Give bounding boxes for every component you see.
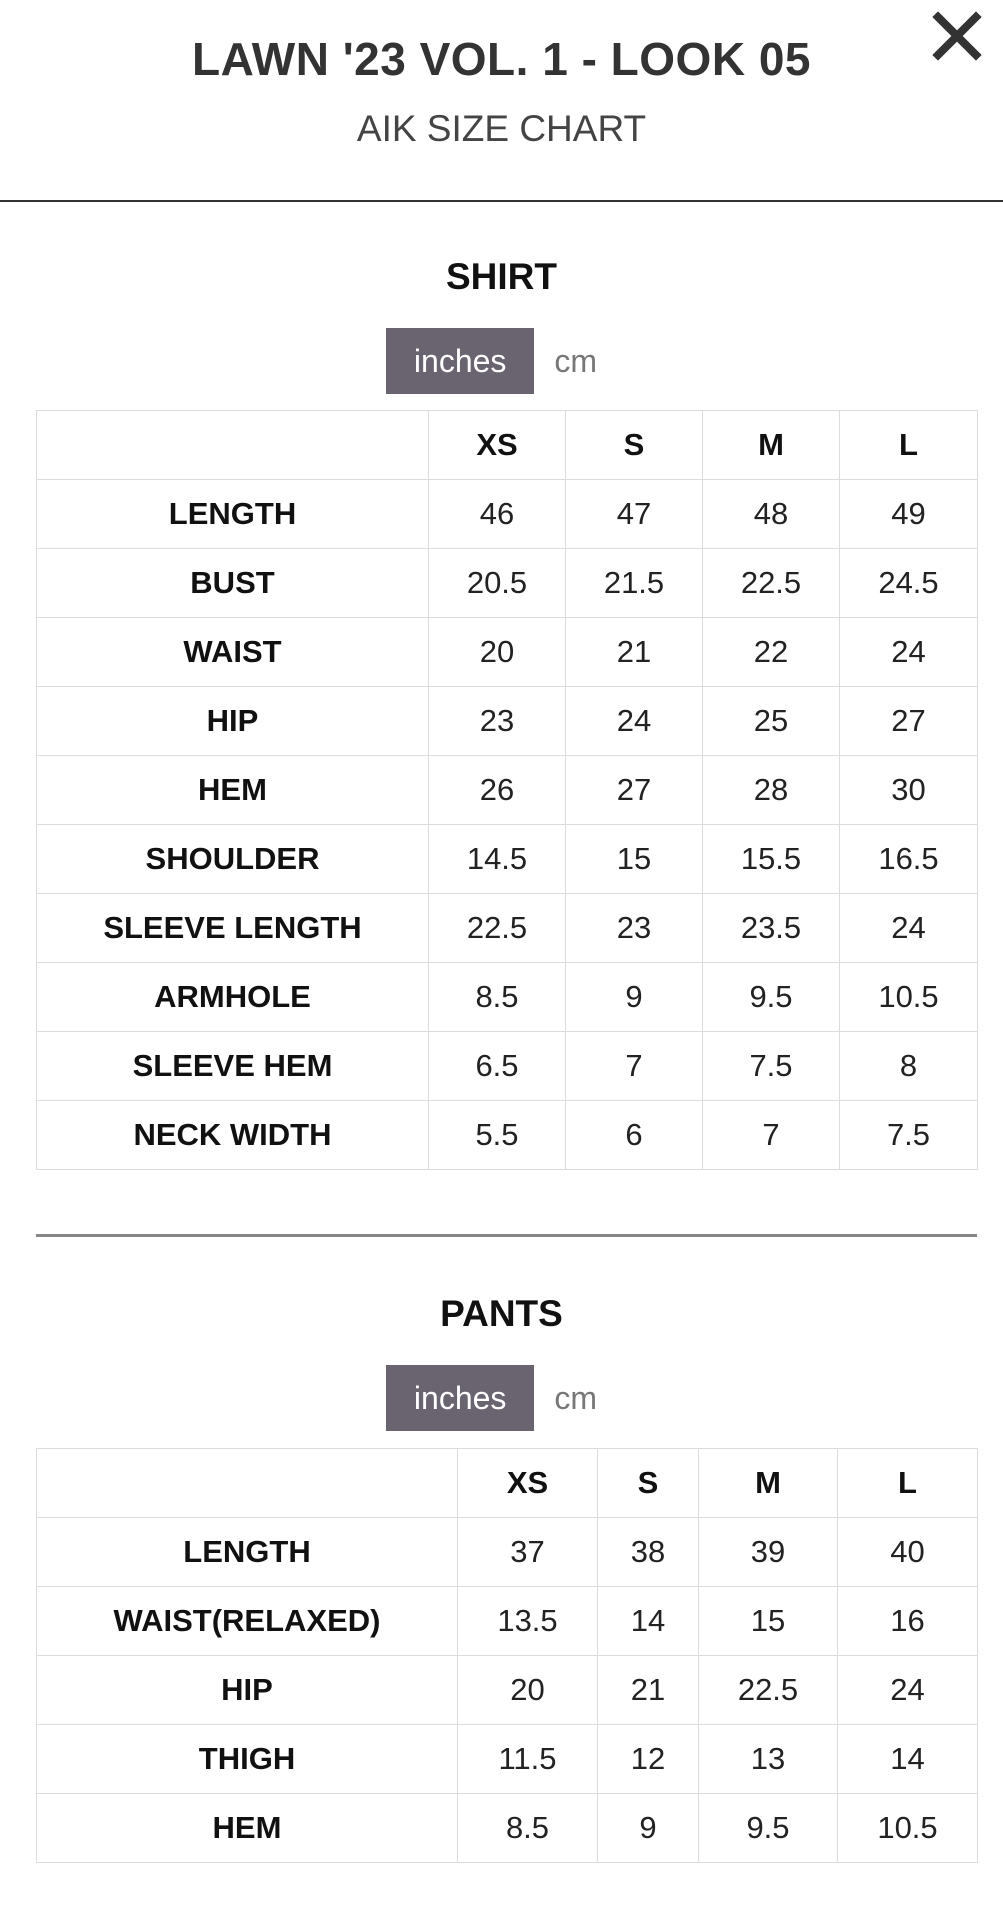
measurement-label: NECK WIDTH (37, 1101, 429, 1170)
measurement-value: 27 (566, 756, 703, 825)
header-empty-cell (37, 411, 429, 480)
size-header: M (703, 411, 840, 480)
shirt-cm-button[interactable]: cm (554, 343, 598, 379)
measurement-value: 24 (838, 1656, 978, 1725)
pants-unit-toggle (0, 1365, 1003, 1431)
measurement-label: SHOULDER (37, 825, 429, 894)
header-empty-cell (37, 1449, 458, 1518)
measurement-value: 20 (429, 618, 566, 687)
table-header-row (37, 1449, 978, 1518)
shirt-table-body (37, 480, 978, 1170)
pants-title: PANTS (440, 1293, 563, 1334)
measurement-value: 24 (566, 687, 703, 756)
measurement-value: 6 (566, 1101, 703, 1170)
measurement-value: 24.5 (840, 549, 978, 618)
size-header: M (699, 1449, 838, 1518)
measurement-value: 38 (598, 1518, 699, 1587)
measurement-value: 15.5 (703, 825, 840, 894)
measurement-label: HEM (37, 1794, 458, 1863)
measurement-value: 10.5 (840, 963, 978, 1032)
measurement-value: 16.5 (840, 825, 978, 894)
measurement-value: 10.5 (838, 1794, 978, 1863)
pants-cm-button[interactable]: cm (554, 1380, 598, 1416)
measurement-value: 7.5 (703, 1032, 840, 1101)
size-header: L (838, 1449, 978, 1518)
size-header: XS (458, 1449, 598, 1518)
measurement-value: 22.5 (703, 549, 840, 618)
table-row (37, 480, 978, 549)
measurement-value: 22 (703, 618, 840, 687)
measurement-label: WAIST(RELAXED) (37, 1587, 458, 1656)
page-title: LAWN '23 VOL. 1 - LOOK 05 (192, 33, 811, 85)
measurement-value: 40 (838, 1518, 978, 1587)
measurement-value: 22.5 (429, 894, 566, 963)
table-row (37, 687, 978, 756)
measurement-label: SLEEVE HEM (37, 1032, 429, 1101)
measurement-value: 21.5 (566, 549, 703, 618)
pants-inches-button[interactable]: inches (386, 1365, 535, 1431)
table-row (37, 825, 978, 894)
measurement-label: HIP (37, 1656, 458, 1725)
measurement-label: HEM (37, 756, 429, 825)
table-row (37, 1032, 978, 1101)
measurement-value: 25 (703, 687, 840, 756)
measurement-value: 37 (458, 1518, 598, 1587)
shirt-unit-toggle (0, 328, 1003, 394)
measurement-value: 30 (840, 756, 978, 825)
measurement-value: 24 (840, 618, 978, 687)
measurement-value: 12 (598, 1725, 699, 1794)
shirt-size-table (36, 410, 978, 1170)
page-subtitle: AIK SIZE CHART (356, 108, 647, 149)
measurement-value: 14 (838, 1725, 978, 1794)
shirt-title: SHIRT (446, 256, 557, 297)
table-row (37, 1656, 978, 1725)
measurement-value: 7 (703, 1101, 840, 1170)
measurement-value: 8 (840, 1032, 978, 1101)
pants-table-body (37, 1518, 978, 1863)
measurement-value: 14 (598, 1587, 699, 1656)
measurement-value: 9 (598, 1794, 699, 1863)
table-row (37, 1101, 978, 1170)
table-row (37, 1587, 978, 1656)
measurement-label: LENGTH (37, 480, 429, 549)
measurement-label: HIP (37, 687, 429, 756)
size-header: XS (429, 411, 566, 480)
measurement-value: 47 (566, 480, 703, 549)
measurement-value: 11.5 (458, 1725, 598, 1794)
measurement-value: 9.5 (703, 963, 840, 1032)
measurement-value: 8.5 (429, 963, 566, 1032)
measurement-value: 13.5 (458, 1587, 598, 1656)
table-row (37, 1794, 978, 1863)
measurement-value: 7 (566, 1032, 703, 1101)
measurement-value: 6.5 (429, 1032, 566, 1101)
measurement-value: 49 (840, 480, 978, 549)
modal-header (0, 0, 1003, 202)
measurement-label: SLEEVE LENGTH (37, 894, 429, 963)
measurement-value: 27 (840, 687, 978, 756)
measurement-value: 13 (699, 1725, 838, 1794)
measurement-value: 20.5 (429, 549, 566, 618)
measurement-value: 21 (566, 618, 703, 687)
measurement-label: LENGTH (37, 1518, 458, 1587)
measurement-value: 9.5 (699, 1794, 838, 1863)
measurement-label: THIGH (37, 1725, 458, 1794)
measurement-value: 15 (566, 825, 703, 894)
size-header: L (840, 411, 978, 480)
measurement-value: 15 (699, 1587, 838, 1656)
table-row (37, 1725, 978, 1794)
table-row (37, 549, 978, 618)
measurement-value: 14.5 (429, 825, 566, 894)
table-row (37, 756, 978, 825)
measurement-value: 22.5 (699, 1656, 838, 1725)
table-row (37, 1518, 978, 1587)
measurement-value: 5.5 (429, 1101, 566, 1170)
measurement-value: 48 (703, 480, 840, 549)
measurement-value: 21 (598, 1656, 699, 1725)
measurement-value: 28 (703, 756, 840, 825)
section-divider (36, 1234, 977, 1237)
close-icon[interactable] (931, 10, 983, 62)
measurement-value: 7.5 (840, 1101, 978, 1170)
measurement-label: ARMHOLE (37, 963, 429, 1032)
measurement-value: 16 (838, 1587, 978, 1656)
size-header: S (566, 411, 703, 480)
shirt-inches-button[interactable]: inches (386, 328, 535, 394)
measurement-value: 39 (699, 1518, 838, 1587)
measurement-label: BUST (37, 549, 429, 618)
measurement-value: 8.5 (458, 1794, 598, 1863)
measurement-value: 46 (429, 480, 566, 549)
shirt-section (0, 252, 1003, 394)
table-header-row (37, 411, 978, 480)
measurement-value: 23 (429, 687, 566, 756)
measurement-value: 26 (429, 756, 566, 825)
measurement-value: 9 (566, 963, 703, 1032)
size-header: S (598, 1449, 699, 1518)
measurement-value: 20 (458, 1656, 598, 1725)
measurement-label: WAIST (37, 618, 429, 687)
table-row (37, 963, 978, 1032)
measurement-value: 23 (566, 894, 703, 963)
measurement-value: 23.5 (703, 894, 840, 963)
measurement-value: 24 (840, 894, 978, 963)
pants-section (0, 1289, 1003, 1431)
pants-size-table (36, 1448, 978, 1863)
table-row (37, 618, 978, 687)
table-row (37, 894, 978, 963)
